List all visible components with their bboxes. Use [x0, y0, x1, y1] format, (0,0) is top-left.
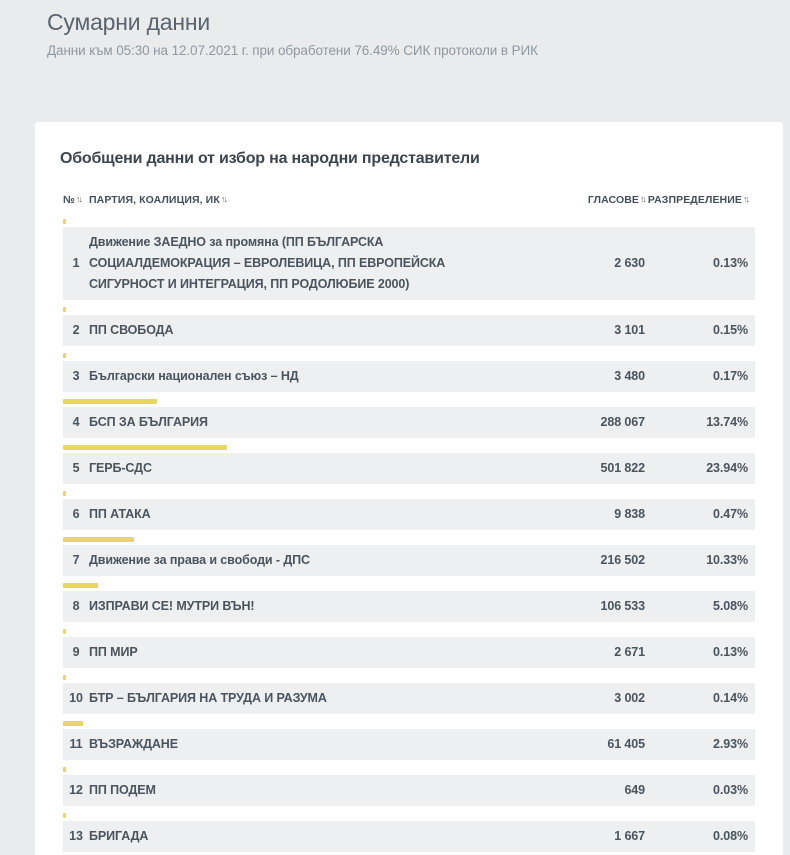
votes-count: 2 630	[614, 256, 645, 270]
table-row	[63, 537, 755, 576]
table-row	[63, 445, 755, 484]
table-row	[63, 307, 755, 346]
sort-icon[interactable]: ↑↓	[640, 194, 645, 204]
votes-count: 501 822	[600, 461, 645, 475]
share-bar	[63, 353, 66, 358]
table-row	[63, 219, 755, 300]
table-row	[63, 629, 755, 668]
row-number: 1	[72, 256, 80, 270]
row-number: 7	[72, 553, 80, 567]
card-title: Обобщени данни от избор на народни представители	[60, 150, 480, 167]
table-row	[63, 491, 755, 530]
table-row	[63, 813, 755, 852]
share-bar	[63, 813, 66, 818]
share-bar	[63, 767, 66, 772]
party-name: ИЗПРАВИ СЕ! МУТРИ ВЪН!	[89, 599, 255, 613]
party-name: БРИГАДА	[89, 829, 149, 843]
votes-count: 1 667	[614, 829, 645, 843]
votes-count: 9 838	[614, 507, 645, 521]
column-header-votes[interactable]: ГЛАСОВЕ↑↓	[587, 194, 645, 206]
row-number: 6	[72, 507, 80, 521]
votes-count: 3 101	[614, 323, 645, 337]
row-number: 4	[72, 415, 80, 429]
votes-count: 3 480	[614, 369, 645, 383]
share-bar	[63, 629, 66, 634]
party-name: Български национален съюз – НД	[89, 369, 299, 383]
share-percent: 0.13%	[713, 645, 748, 659]
share-percent: 0.13%	[713, 256, 748, 270]
share-bar	[63, 721, 83, 726]
column-header-number[interactable]: №↑↓	[63, 194, 81, 206]
share-percent: 0.08%	[713, 829, 748, 843]
party-name: ПП АТАКА	[89, 507, 151, 521]
table-row	[63, 721, 755, 760]
row-number: 8	[72, 599, 80, 613]
party-name: ВЪЗРАЖДАНЕ	[89, 737, 178, 751]
party-name: БСП ЗА БЪЛГАРИЯ	[89, 415, 208, 429]
party-name: БТР – БЪЛГАРИЯ НА ТРУДА И РАЗУМА	[89, 691, 327, 705]
votes-count: 106 533	[600, 599, 645, 613]
row-number: 9	[72, 645, 80, 659]
share-percent: 0.15%	[713, 323, 748, 337]
party-name: Движение за права и свободи - ДПС	[89, 553, 310, 567]
table-body	[63, 219, 755, 852]
row-number: 13	[69, 829, 83, 843]
row-number: 10	[69, 691, 83, 705]
sort-icon[interactable]: ↑↓	[75, 194, 81, 204]
table-row	[63, 583, 755, 622]
share-bar	[63, 445, 227, 450]
share-bar	[63, 399, 157, 404]
results-card	[35, 122, 783, 855]
table-row	[63, 353, 755, 392]
page-title: Сумарни данни	[47, 9, 211, 35]
votes-count: 2 671	[614, 645, 645, 659]
share-bar	[63, 537, 134, 542]
sort-icon[interactable]: ↑↓	[220, 194, 226, 204]
share-bar	[63, 307, 66, 312]
row-number: 11	[69, 737, 83, 751]
share-bar	[63, 219, 66, 224]
share-percent: 13.74%	[706, 415, 748, 429]
share-percent: 23.94%	[706, 461, 748, 475]
table-row	[63, 675, 755, 714]
share-bar	[63, 491, 66, 496]
share-bar	[63, 583, 98, 588]
row-number: 2	[72, 323, 80, 337]
party-name: Движение ЗАЕДНО за промяна (ПП БЪЛГАРСКА СОЦИАЛДЕМОКРАЦИЯ – ЕВРОЛЕВИЦА, ПП ЕВРОПЕЙСКА СИГУРНОСТ И ИНТЕГРАЦИЯ, ПП РОДОЛЮБИЕ 2000)	[89, 235, 446, 291]
sort-icon[interactable]: ↑↓	[743, 194, 748, 204]
share-percent: 0.17%	[713, 369, 748, 383]
votes-count: 3 002	[614, 691, 645, 705]
party-name: ПП СВОБОДА	[89, 323, 174, 337]
votes-count: 649	[624, 783, 645, 797]
party-name: ГЕРБ-СДС	[89, 461, 152, 475]
row-number: 3	[72, 369, 80, 383]
share-percent: 0.14%	[713, 691, 748, 705]
share-percent: 10.33%	[706, 553, 748, 567]
page-header	[0, 0, 790, 58]
party-name: ПП ПОДЕМ	[89, 783, 156, 797]
table-row	[63, 399, 755, 438]
share-percent: 0.03%	[713, 783, 748, 797]
votes-count: 61 405	[607, 737, 645, 751]
share-bar	[63, 675, 66, 680]
share-percent: 5.08%	[713, 599, 748, 613]
party-name: ПП МИР	[89, 645, 138, 659]
table-row	[63, 767, 755, 806]
table-header	[63, 194, 755, 206]
share-percent: 0.47%	[713, 507, 748, 521]
row-number: 12	[69, 783, 83, 797]
column-header-party[interactable]: ПАРТИЯ, КОАЛИЦИЯ, ИК↑↓	[89, 194, 226, 206]
row-number: 5	[72, 461, 80, 475]
column-header-share[interactable]: РАЗПРЕДЕЛЕНИЕ↑↓	[647, 194, 748, 206]
page-subtitle: Данни към 05:30 на 12.07.2021 г. при обработени 76.49% СИК протоколи в РИК	[47, 43, 538, 58]
votes-count: 216 502	[600, 553, 645, 567]
share-percent: 2.93%	[713, 737, 748, 751]
votes-count: 288 067	[600, 415, 645, 429]
